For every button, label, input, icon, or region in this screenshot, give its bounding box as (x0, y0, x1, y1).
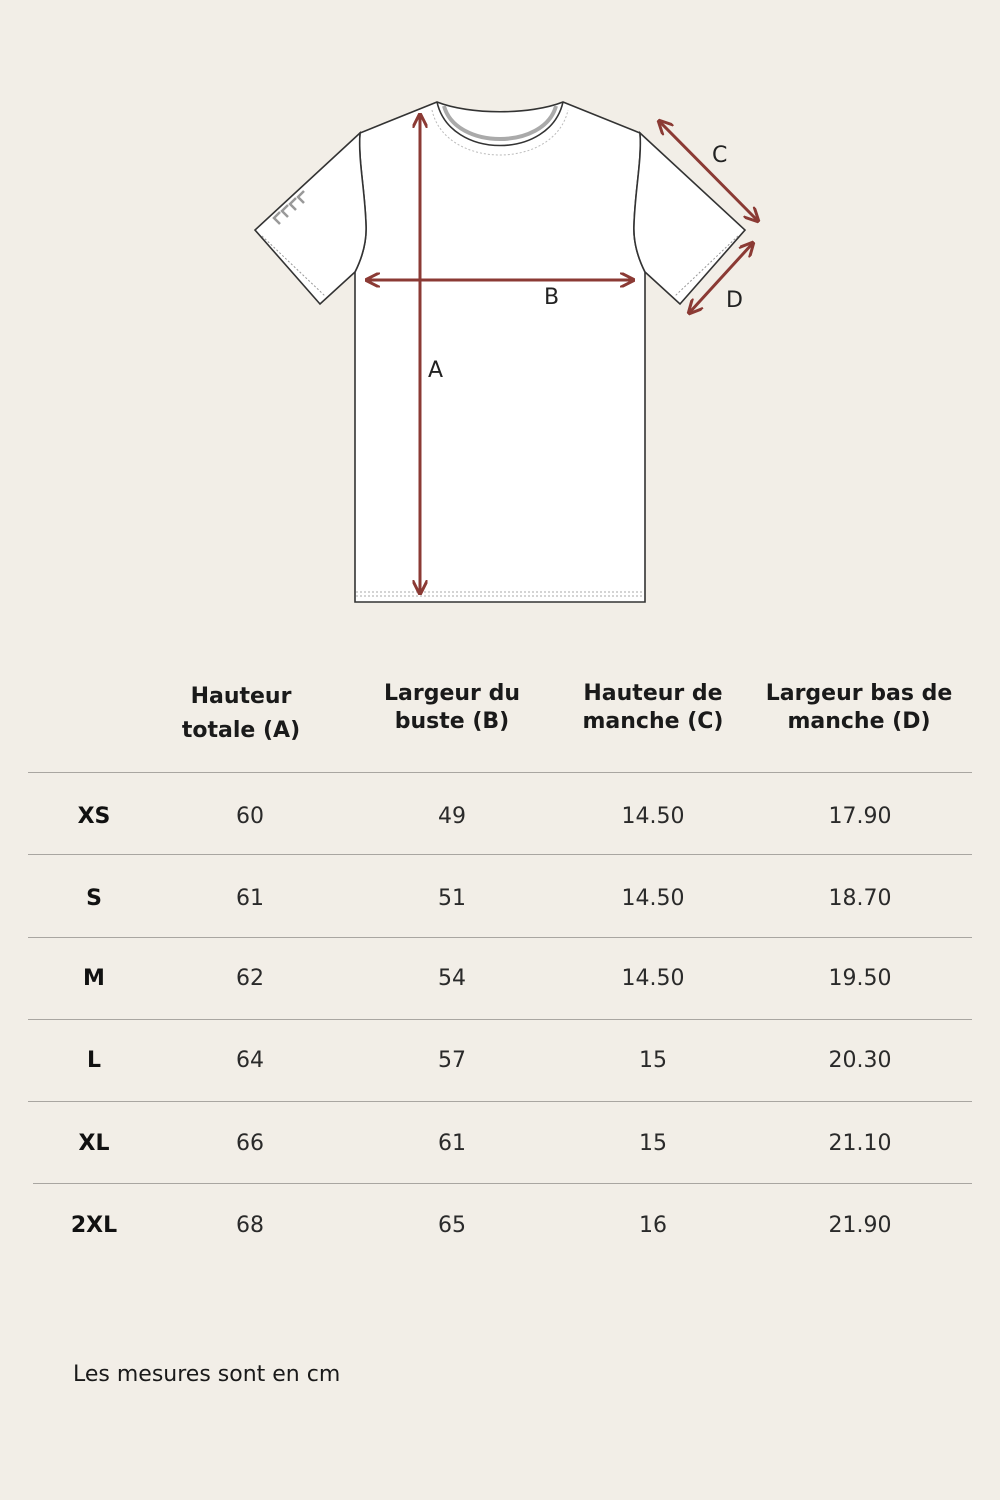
value-b: 61 (438, 1131, 466, 1156)
label-c: C (712, 143, 728, 168)
table-row (0, 858, 1000, 940)
left-sleeve (255, 133, 366, 304)
label-d: D (726, 288, 743, 313)
size-label: XS (77, 804, 111, 829)
value-c: 16 (639, 1213, 667, 1238)
header-total-height: Hauteur totale (A) (181, 684, 301, 743)
value-c: 14.50 (621, 966, 685, 991)
size-label: M (83, 966, 105, 991)
value-b: 54 (438, 966, 466, 991)
value-d: 20.30 (828, 1048, 892, 1073)
table-row (0, 1020, 1000, 1102)
tshirt-diagram (0, 0, 1000, 640)
value-a: 68 (236, 1213, 264, 1238)
value-c: 14.50 (621, 804, 685, 829)
value-a: 66 (236, 1131, 264, 1156)
size-label: S (86, 886, 102, 911)
value-c: 15 (639, 1131, 667, 1156)
units-footnote: Les mesures sont en cm (73, 1362, 341, 1387)
header-chest-width: Largeur du buste (B) (384, 681, 520, 734)
table-row (0, 1185, 1000, 1267)
header-sleeve-width: Largeur bas de manche (D) (765, 681, 953, 734)
value-d: 21.10 (828, 1131, 892, 1156)
value-b: 65 (438, 1213, 466, 1238)
label-b: B (544, 285, 560, 310)
right-sleeve (634, 133, 745, 304)
size-label: 2XL (70, 1213, 118, 1238)
value-d: 21.90 (828, 1213, 892, 1238)
value-c: 14.50 (621, 886, 685, 911)
value-c: 15 (639, 1048, 667, 1073)
value-d: 18.70 (828, 886, 892, 911)
value-a: 61 (236, 886, 264, 911)
table-row (0, 776, 1000, 858)
value-d: 19.50 (828, 966, 892, 991)
table-row (0, 1103, 1000, 1185)
header-sleeve-height: Hauteur de manche (C) (582, 681, 724, 734)
value-b: 49 (438, 804, 466, 829)
tshirt-outline (355, 102, 645, 602)
value-b: 51 (438, 886, 466, 911)
value-a: 60 (236, 804, 264, 829)
size-label: L (86, 1048, 102, 1073)
value-b: 57 (438, 1048, 466, 1073)
value-d: 17.90 (828, 804, 892, 829)
table-divider (28, 772, 972, 773)
value-a: 64 (236, 1048, 264, 1073)
table-row (0, 938, 1000, 1020)
label-a: A (428, 358, 444, 383)
size-label: XL (78, 1131, 110, 1156)
value-a: 62 (236, 966, 264, 991)
